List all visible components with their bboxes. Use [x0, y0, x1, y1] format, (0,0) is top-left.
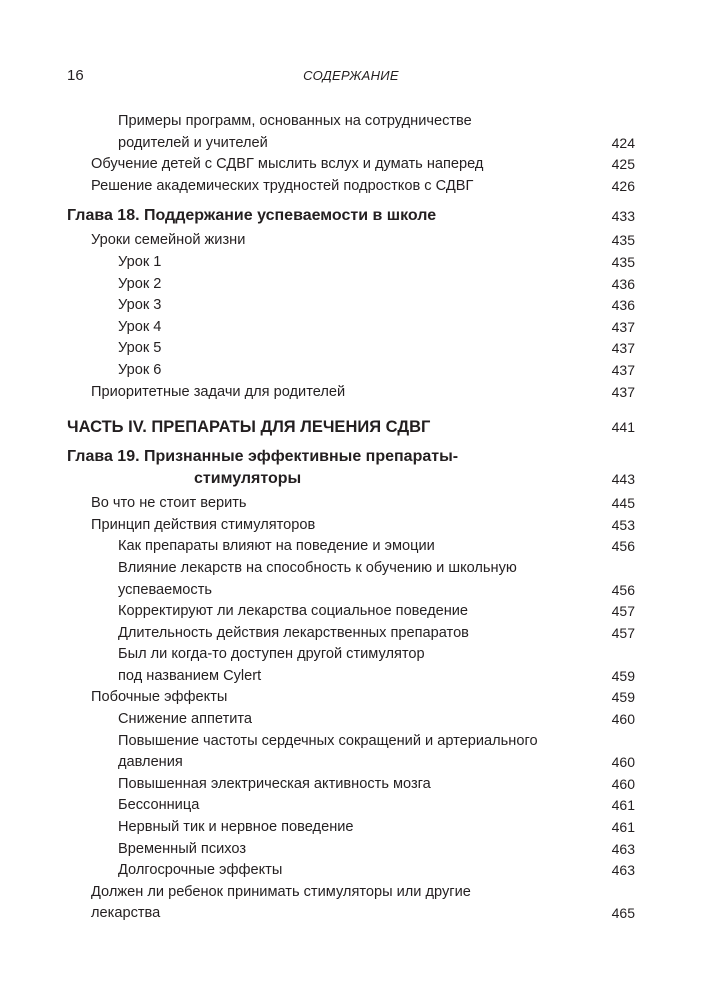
toc-entry-title: Как препараты влияют на поведение и эмоции [118, 538, 435, 555]
toc-chapter [67, 446, 635, 490]
toc-page-number: 459 [611, 667, 635, 684]
toc-page-number: 457 [611, 624, 635, 641]
toc-page-number: 436 [611, 297, 635, 314]
toc-part [67, 416, 635, 438]
toc-entry-title: Урок 2 [118, 275, 162, 292]
toc-page-number: 425 [611, 156, 635, 173]
toc-entry-title: Длительность действия лекарственных препаратов [118, 624, 469, 641]
toc-subsection [67, 295, 635, 317]
toc-subsection [67, 644, 635, 687]
page-header [67, 67, 635, 89]
toc-page-number: 460 [611, 711, 635, 728]
toc-subsection [67, 317, 635, 339]
toc-section [67, 154, 635, 176]
toc-subsection [67, 817, 635, 839]
toc-entry-title: Урок 6 [118, 361, 162, 378]
toc-entry-title: лекарства [91, 905, 161, 922]
toc-page-number: 437 [611, 383, 635, 400]
toc-subsection [67, 252, 635, 274]
toc-page-number: 437 [611, 361, 635, 378]
toc-subsection [67, 111, 635, 154]
toc-page-number: 463 [611, 862, 635, 879]
toc-page-number: 445 [611, 495, 635, 512]
toc-entry-title: успеваемость [118, 581, 213, 598]
toc-page-number: 435 [611, 232, 635, 249]
toc-entry-title: Урок 4 [118, 318, 162, 335]
toc-entry-title: Побочные эффекты [91, 689, 228, 706]
toc-entry-title: Принцип действия стимуляторов [91, 516, 316, 533]
toc-page-number: 441 [611, 418, 635, 435]
toc-section [67, 515, 635, 537]
toc-entry-title: Снижение аппетита [118, 711, 253, 728]
toc-entry-title: Бессонница [118, 797, 200, 814]
toc-entry-title: Урок 3 [118, 297, 162, 314]
toc-entry-title: Долгосрочные эффекты [118, 862, 283, 879]
toc-subsection [67, 731, 635, 774]
toc-subsection [67, 601, 635, 623]
toc-subsection [67, 860, 635, 882]
toc-entry-title: Был ли когда-то доступен другой стимулятор [118, 646, 425, 663]
toc-subsection [67, 558, 635, 601]
toc-subsection [67, 536, 635, 558]
toc-subsection [67, 338, 635, 360]
running-title: СОДЕРЖАНИЕ [303, 68, 399, 83]
toc-page-number: 426 [611, 177, 635, 194]
toc-entry-title: Решение академических трудностей подростков с СДВГ [91, 177, 474, 194]
toc-page-number: 457 [611, 603, 635, 620]
toc-page-number: 443 [611, 470, 635, 487]
toc-subsection [67, 709, 635, 731]
toc-chapter [67, 205, 635, 227]
toc-entry-title: Уроки семейной жизни [91, 232, 246, 249]
toc-section [67, 493, 635, 515]
toc-entry-title: Примеры программ, основанных на сотрудничестве [118, 113, 472, 129]
toc-entry-title: Повышение частоты сердечных сокращений и артериального [118, 732, 538, 749]
toc-page-number: 424 [611, 134, 635, 151]
toc-page-number: 437 [611, 340, 635, 357]
toc-page-number: 465 [611, 905, 635, 922]
page-number: 16 [67, 67, 84, 84]
toc-entry-title: Временный психоз [118, 840, 247, 857]
toc-entry-title: Во что не стоит верить [91, 495, 247, 512]
toc-entry-title: Урок 5 [118, 340, 162, 357]
toc-page-number: 461 [611, 819, 635, 836]
toc-section [67, 176, 635, 198]
toc-page-number: 453 [611, 516, 635, 533]
toc-entry-title: Корректируют ли лекарства социальное поведение [118, 603, 469, 620]
toc-page-number: 436 [611, 275, 635, 292]
toc-subsection [67, 360, 635, 382]
toc-page-number: 459 [611, 689, 635, 706]
toc-entry-title: Урок 1 [118, 253, 162, 270]
toc-entry-title: Приоритетные задачи для родителей [91, 383, 346, 400]
toc-subsection [67, 274, 635, 296]
toc-section [67, 882, 635, 925]
toc-page-number: 435 [611, 253, 635, 270]
toc-entry-title: Влияние лекарств на способность к обучению и школьную [118, 559, 517, 576]
toc-subsection [67, 795, 635, 817]
toc-subsection [67, 623, 635, 645]
toc-entry-title: Глава 19. Признанные эффективные препараты- [67, 448, 459, 466]
toc-page-number: 460 [611, 754, 635, 771]
toc-section [67, 382, 635, 404]
toc-entry-title: давления [118, 754, 183, 771]
toc-subsection [67, 839, 635, 861]
toc-entry-title: стимуляторы [194, 470, 302, 488]
toc-page-number: 461 [611, 797, 635, 814]
toc-entry-title: под названием Cylert [118, 667, 262, 684]
toc-page-number: 437 [611, 318, 635, 335]
toc-section [67, 230, 635, 252]
toc-entry-title: Глава 18. Поддержание успеваемости в школе [67, 207, 437, 225]
toc-entry-title: Должен ли ребенок принимать стимуляторы или другие [91, 883, 471, 900]
toc-page-number: 456 [611, 538, 635, 555]
toc-page-number: 463 [611, 840, 635, 857]
toc-page-number: 433 [611, 207, 635, 224]
toc-page-number: 460 [611, 775, 635, 792]
toc-entry-title: ЧАСТЬ IV. ПРЕПАРАТЫ ДЛЯ ЛЕЧЕНИЯ СДВГ [67, 418, 431, 437]
toc-entry-title: Обучение детей с СДВГ мыслить вслух и думать наперед [91, 156, 484, 173]
toc-entry-title: родителей и учителей [118, 134, 268, 151]
toc-entry-title: Повышенная электрическая активность мозга [118, 775, 431, 792]
toc-subsection [67, 774, 635, 796]
toc-section [67, 687, 635, 709]
toc-entry-title: Нервный тик и нервное поведение [118, 819, 354, 836]
toc-page-number: 456 [611, 581, 635, 598]
table-of-contents [67, 111, 635, 925]
